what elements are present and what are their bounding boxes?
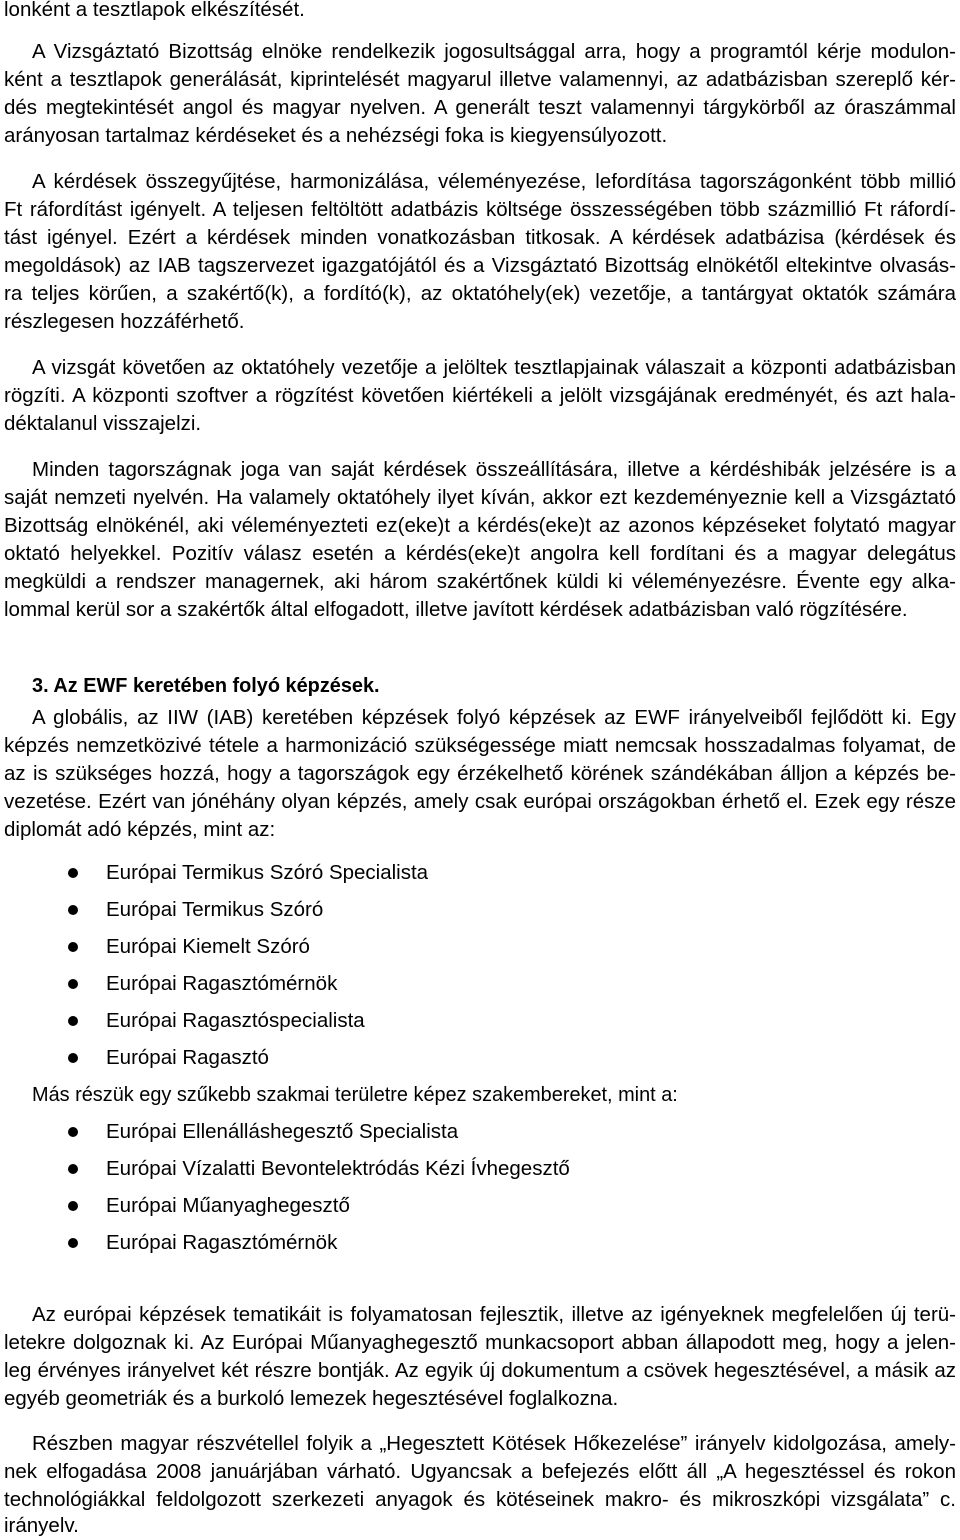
text-line: A vizsgát követően az oktatóhely vezetője a jelöltek tesztlapjainak válaszait a központi adatbázisban (32, 356, 956, 379)
text-line: saját nemzeti nyelvén. Ha valamely oktatóhely ilyet kíván, akkor ezt kezdeményeznie kell a Vizsgáztató (4, 486, 956, 509)
text-line: képzés nemzetközivé tétele a harmonizáció szükségessége miatt nemcsak hosszadalmas folyamat, de (4, 734, 956, 757)
text-line: letekre dolgoznak ki. Az Európai Műanyaghegesztő munkacsoport abban állapodott meg, hogy a jelen- (4, 1331, 956, 1354)
text-line: egyéb geometriák és a burkoló lemezek hegesztésével foglalkozna. (4, 1387, 619, 1410)
text-line: Más részük egy szűkebb szakmai területre képez szakembereket, mint a: (32, 1083, 678, 1106)
list-item-label: Európai Ragasztóspecialista (106, 1009, 365, 1032)
text-line: Ft ráfordítást igényelt. A teljesen feltöltött adatbázis költsége összességében több százmillió Ft ráfordí- (4, 198, 956, 221)
list-item-label: Európai Vízalatti Bevontelektródás Kézi Ívhegesztő (106, 1157, 570, 1180)
bullet-icon (68, 905, 78, 915)
text-line: diplomát adó képzés, mint az: (4, 818, 276, 841)
bullet-icon (68, 979, 78, 989)
bullet-icon (68, 942, 78, 952)
bullet-icon (68, 1201, 78, 1211)
text-line: oktató helyekkel. Pozitív válasz esetén a kérdés(eke)t angolra kell fordítani és a magyar delegátus (4, 542, 956, 565)
text-line: leg érvényes irányelvet két részre bontják. Az egyik új dokumentum a csövek hegesztésével, a másik az (4, 1359, 956, 1382)
list-item-label: Európai Műanyaghegesztő (106, 1194, 350, 1217)
text-line: részlegesen hozzáférhető. (4, 310, 245, 333)
section-heading: 3. Az EWF keretében folyó képzések. (32, 674, 380, 697)
text-line: Az európai képzések tematikáit is folyamatosan fejlesztik, illetve az igényeknek megfelelően új terü- (32, 1303, 956, 1326)
bullet-icon (68, 868, 78, 878)
text-line: lonként a tesztlapok elkészítését. (4, 0, 305, 21)
text-line: déktalanul visszajelzi. (4, 412, 202, 435)
text-line: lommal kerül sor a szakértők által elfogadott, illetve javított kérdések adatbázisban való rögzítésére. (4, 598, 908, 621)
text-line: A Vizsgáztató Bizottság elnöke rendelkezik jogosultsággal arra, hogy a programtól kérje modulon- (32, 40, 956, 63)
text-line: A globális, az IIW (IAB) keretében képzések folyó képzések az EWF irányelveiből fejlődött ki. Egy (32, 706, 956, 729)
text-line: tást igényel. Ezért a kérdések minden vonatkozásban titkosak. A kérdések adatbázisa (kérdések és (4, 226, 956, 249)
list-item-label: Európai Ellenálláshegesztő Specialista (106, 1120, 459, 1143)
text-line: megoldások) az IAB tagszervezet igazgatójától és a Vizsgáztató Bizottság elnökétől eltekintve olvasás- (4, 254, 956, 277)
bullet-icon (68, 1127, 78, 1137)
text-line: irányelv. (4, 1514, 79, 1537)
text-line: nek elfogadása 2008 januárjában várható. Ugyancsak a befejezés előtt áll „A hegesztéssel és rokon (4, 1460, 956, 1483)
list-item-label: Európai Termikus Szóró Specialista (106, 861, 429, 884)
list-item-label: Európai Kiemelt Szóró (106, 935, 310, 958)
bullet-icon (68, 1053, 78, 1063)
text-line: technológiákkal feldolgozott szerkezeti anyagok és kötéseinek makro- és mikroszkópi vizsgálata” c. (4, 1488, 956, 1511)
text-line: Minden tagországnak joga van saját kérdések összeállítására, illetve a kérdéshibák jelzésére is a (32, 458, 956, 481)
text-line: Bizottság elnökénél, aki véleményezteti ez(eke)t a kérdés(eke)t az azonos képzéseket folytató magyar (4, 514, 956, 537)
text-line: vezetése. Ezért van jónéhány olyan képzés, amely csak európai országokban érhető el. Ezek egy része (4, 790, 956, 813)
text-line: A kérdések összegyűjtése, harmonizálása, véleményezése, lefordítása tagországonként több millió (32, 170, 956, 193)
list-item-label: Európai Ragasztó (106, 1046, 269, 1069)
text-line: ként a tesztlapok generálását, kiprintelését magyarul illetve valamennyi, az adatbázisban szereplő kér- (4, 68, 956, 91)
text-line: az is szükséges hozzá, hogy a tagországok egy érzékelhető körének szándékában álljon a képzés be- (4, 762, 956, 785)
list-item-label: Európai Ragasztómérnök (106, 972, 338, 995)
text-line: ra teljes körűen, a szakértő(k), a fordító(k), az oktatóhely(ek) vezetője, a tantárgyat oktatók számára (4, 282, 956, 305)
bullet-icon (68, 1164, 78, 1174)
bullet-icon (68, 1016, 78, 1026)
bullet-icon (68, 1238, 78, 1248)
text-line: megküldi a rendszer managernek, aki három szakértőnek küldi ki véleményezésre. Évente egy alka- (4, 570, 956, 593)
text-line: arányosan tartalmaz kérdéseket és a nehézségi foka is kiegyensúlyozott. (4, 124, 668, 147)
list-item-label: Európai Termikus Szóró (106, 898, 324, 921)
list-item-label: Európai Ragasztómérnök (106, 1231, 338, 1254)
text-line: dés megtekintését angol és magyar nyelven. A generált teszt valamennyi tárgykörből az óraszámmal (4, 96, 956, 119)
text-line: rögzíti. A központi szoftver a rögzítést követően kiértékeli a jelölt vizsgájának eredményét, és azt hala- (4, 384, 956, 407)
text-line: Részben magyar részvétellel folyik a „Hegesztett Kötések Hőkezelése” irányelv kidolgozása, amely- (32, 1432, 956, 1455)
